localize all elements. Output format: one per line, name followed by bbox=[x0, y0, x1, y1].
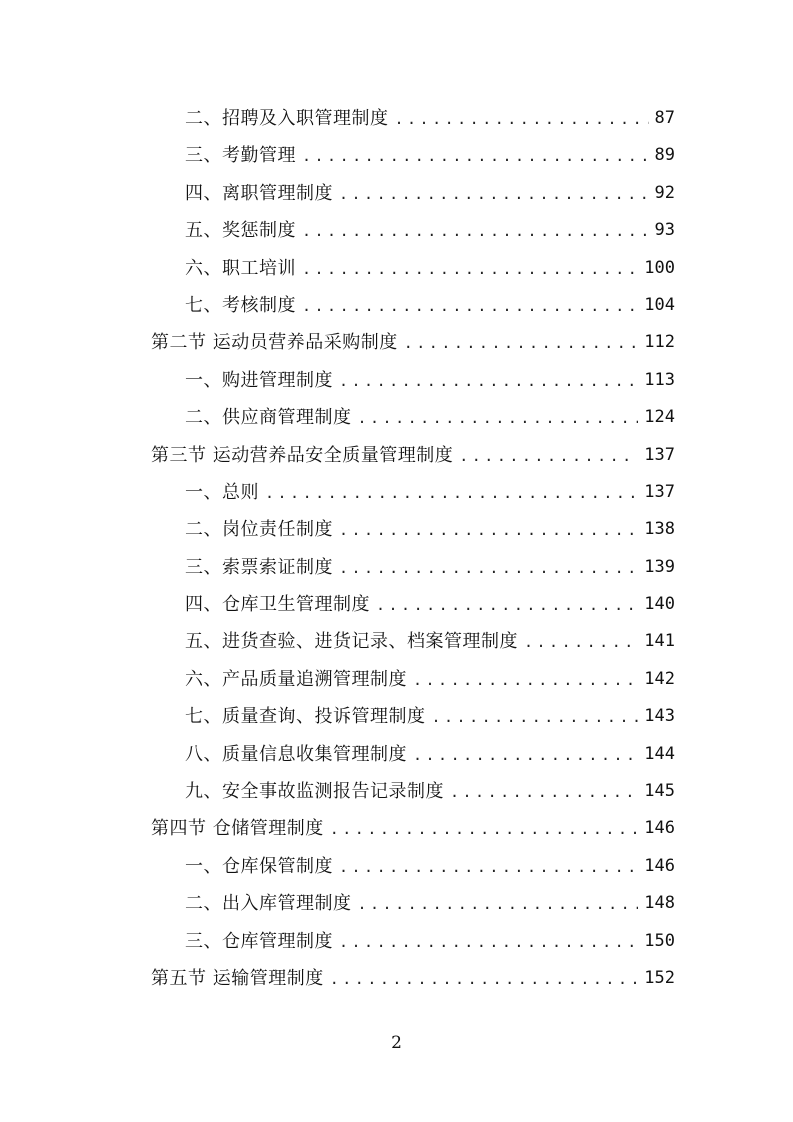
toc-entry-page: 145 bbox=[644, 781, 675, 802]
toc-entry-label: 八、质量信息收集管理制度 bbox=[185, 743, 407, 765]
toc-entry-label: 第五节 运输管理制度 bbox=[151, 967, 324, 989]
toc-entry-page: 137 bbox=[644, 481, 675, 502]
toc-entry-label: 二、出入库管理制度 bbox=[185, 893, 352, 915]
toc-entry bbox=[151, 250, 675, 287]
toc-entry bbox=[151, 362, 675, 399]
toc-entry bbox=[151, 736, 675, 773]
toc-entry-label: 四、仓库卫生管理制度 bbox=[185, 594, 370, 616]
toc-entry bbox=[151, 923, 675, 960]
toc-dot-leader bbox=[404, 325, 639, 362]
toc-entry-label: 二、供应商管理制度 bbox=[185, 407, 352, 429]
toc-entry-page: 148 bbox=[644, 893, 675, 914]
toc-entry bbox=[151, 586, 675, 623]
toc-entry-page: 89 bbox=[654, 145, 675, 166]
toc-entry-page: 100 bbox=[644, 257, 675, 278]
toc-dot-leader bbox=[330, 961, 639, 998]
toc-entry-page: 139 bbox=[644, 556, 675, 577]
toc-entry-page: 113 bbox=[644, 369, 675, 390]
toc-entry bbox=[151, 549, 675, 586]
toc-dot-leader bbox=[339, 363, 638, 400]
toc-entry-label: 一、总则 bbox=[185, 481, 259, 503]
toc-section-entry bbox=[151, 437, 675, 474]
toc-entry bbox=[151, 399, 675, 436]
toc-entry-label: 五、进货查验、进货记录、档案管理制度 bbox=[185, 631, 518, 653]
toc-entry-label: 四、离职管理制度 bbox=[185, 182, 333, 204]
toc-entry bbox=[151, 885, 675, 922]
toc-dot-leader bbox=[265, 475, 638, 512]
toc-entry bbox=[151, 100, 675, 137]
toc-dot-leader bbox=[358, 400, 639, 437]
toc-dot-leader bbox=[339, 512, 638, 549]
toc-dot-leader bbox=[376, 587, 638, 624]
toc-entry bbox=[151, 698, 675, 735]
toc-dot-leader bbox=[330, 811, 639, 848]
toc-entry-page: 152 bbox=[644, 967, 675, 988]
toc-entry bbox=[151, 848, 675, 885]
toc-entry-page: 93 bbox=[654, 220, 675, 241]
toc-entry-page: 112 bbox=[644, 332, 675, 353]
toc-entry bbox=[151, 661, 675, 698]
toc-entry-page: 150 bbox=[644, 930, 675, 951]
toc-entry-label: 七、质量查询、投诉管理制度 bbox=[185, 706, 426, 728]
toc-entry-page: 144 bbox=[644, 743, 675, 764]
page-number: 2 bbox=[391, 1033, 402, 1053]
toc-entry bbox=[151, 175, 675, 212]
toc-dot-leader bbox=[413, 662, 638, 699]
toc-entry-label: 第三节 运动营养品安全质量管理制度 bbox=[151, 444, 454, 466]
toc-dot-leader bbox=[450, 774, 638, 811]
toc-entry-label: 二、招聘及入职管理制度 bbox=[185, 108, 389, 129]
toc-entry-page: 124 bbox=[644, 407, 675, 428]
toc-dot-leader bbox=[302, 251, 638, 288]
toc-entry-label: 第四节 仓储管理制度 bbox=[151, 818, 324, 840]
toc-dot-leader bbox=[339, 924, 638, 961]
toc-entry-page: 104 bbox=[644, 294, 675, 315]
toc-entry-label: 一、购进管理制度 bbox=[185, 369, 333, 391]
toc-entry bbox=[151, 212, 675, 249]
toc-entry bbox=[151, 137, 675, 174]
toc-dot-leader bbox=[459, 438, 638, 475]
toc-dot-leader bbox=[339, 550, 638, 587]
toc-entry bbox=[151, 287, 675, 324]
toc-entry-label: 三、考勤管理 bbox=[185, 145, 296, 167]
toc-entry-page: 142 bbox=[644, 668, 675, 689]
toc-entry-label: 七、考核制度 bbox=[185, 294, 296, 316]
toc-dot-leader bbox=[413, 737, 638, 774]
toc-entry-page: 140 bbox=[644, 594, 675, 615]
toc-dot-leader bbox=[302, 138, 649, 175]
toc-entry-label: 五、奖惩制度 bbox=[185, 220, 296, 242]
toc-entry-page: 138 bbox=[644, 519, 675, 540]
toc-entry-label: 三、仓库管理制度 bbox=[185, 930, 333, 952]
toc-entry-label: 第二节 运动员营养品采购制度 bbox=[151, 332, 398, 354]
table-of-contents bbox=[151, 100, 675, 997]
toc-entry bbox=[151, 474, 675, 511]
toc-entry-label: 九、安全事故监测报告记录制度 bbox=[185, 781, 444, 803]
toc-entry-page: 92 bbox=[654, 182, 675, 203]
toc-dot-leader bbox=[358, 886, 639, 923]
toc-section-entry bbox=[151, 810, 675, 847]
toc-entry-label: 六、产品质量追溯管理制度 bbox=[185, 668, 407, 690]
toc-dot-leader bbox=[432, 699, 639, 736]
toc-dot-leader bbox=[302, 288, 638, 325]
toc-entry-label: 六、职工培训 bbox=[185, 257, 296, 279]
toc-entry bbox=[151, 773, 675, 810]
toc-entry-label: 二、岗位责任制度 bbox=[185, 519, 333, 541]
toc-entry bbox=[151, 511, 675, 548]
toc-dot-leader bbox=[339, 849, 638, 886]
toc-entry-page: 146 bbox=[644, 818, 675, 839]
toc-entry-page: 87 bbox=[654, 108, 675, 128]
toc-entry-page: 143 bbox=[644, 706, 675, 727]
toc-entry-page: 146 bbox=[644, 855, 675, 876]
toc-entry-page: 141 bbox=[644, 631, 675, 652]
toc-dot-leader bbox=[395, 101, 649, 138]
toc-dot-leader bbox=[302, 213, 649, 250]
toc-section-entry bbox=[151, 960, 675, 997]
toc-section-entry bbox=[151, 324, 675, 361]
toc-dot-leader bbox=[524, 624, 638, 661]
toc-entry-page: 137 bbox=[644, 444, 675, 465]
toc-dot-leader bbox=[339, 176, 649, 213]
toc-entry-label: 一、仓库保管制度 bbox=[185, 855, 333, 877]
toc-entry bbox=[151, 623, 675, 660]
toc-entry-label: 三、索票索证制度 bbox=[185, 556, 333, 578]
